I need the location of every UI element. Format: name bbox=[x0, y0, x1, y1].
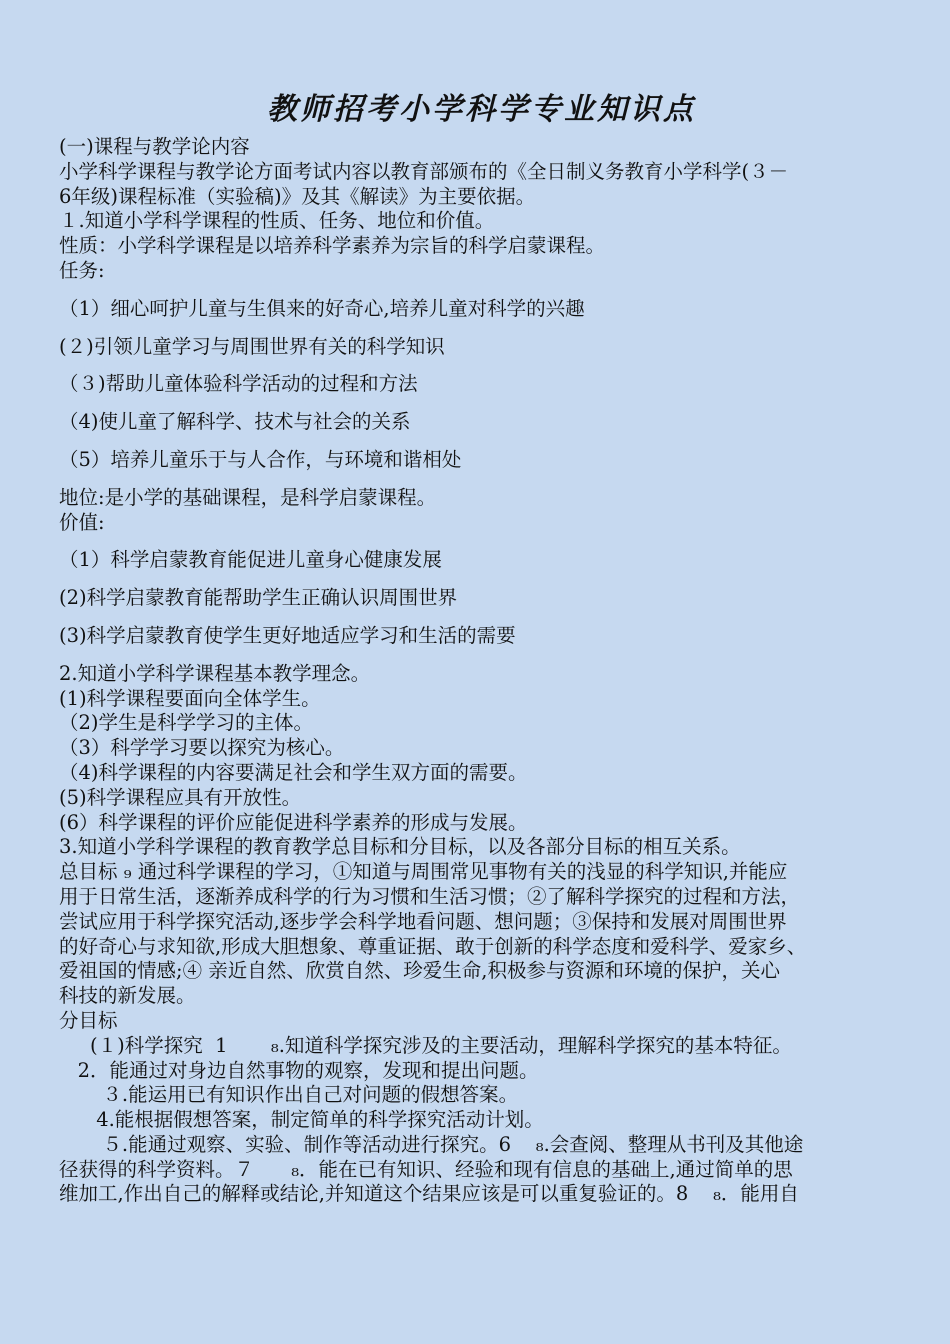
text-line: （4)科学课程的内容要满足社会和学生双方面的需要。 bbox=[59, 760, 528, 784]
text-line: 小学科学课程与教学论方面考试内容以教育部颁布的《全日制义务教育小学科学(３－ bbox=[59, 159, 789, 183]
task-item: （３)帮助儿童体验科学活动的过程和方法 bbox=[59, 372, 418, 396]
text-line: 分目标 bbox=[59, 1008, 118, 1032]
task-item: （5）培养儿童乐于与人合作，与环境和谐相处 bbox=[59, 447, 462, 471]
document-page bbox=[59, 88, 904, 1207]
text-line: 3.知道小学科学课程的教育教学总目标和分目标，以及各部分目标的相互关系。 bbox=[59, 835, 741, 859]
text-line: 的好奇心与求知欲,形成大胆想象、尊重证据、敢于创新的科学态度和爱科学、爱家乡、 bbox=[59, 934, 807, 958]
value-item: （1）科学启蒙教育能促进儿童身心健康发展 bbox=[59, 548, 442, 572]
value-item: (3)科学启蒙教育使学生更好地适应学习和生活的需要 bbox=[59, 623, 516, 647]
text-line: 任务: bbox=[59, 258, 105, 282]
text-line: 尝试应用于科学探究活动,逐步学会科学地看问题、想问题；③保持和发展对周围世界 bbox=[59, 909, 787, 933]
text-line: 2．能通过对身边自然事物的观察，发现和提出问题。 bbox=[59, 1058, 539, 1082]
task-item: (２)引领儿童学习与周围世界有关的科学知识 bbox=[59, 334, 445, 358]
document-title: 教师招考小学科学专业知识点 bbox=[267, 92, 696, 127]
text-line: １.知道小学科学课程的性质、任务、地位和价值。 bbox=[59, 209, 495, 233]
text-line: 科技的新发展。 bbox=[59, 984, 196, 1008]
text-line: 径获得的科学资料。７ ₈．能在已有知识、经验和现有信息的基础上,通过简单的思 bbox=[59, 1157, 793, 1181]
text-line: 性质：小学科学课程是以培养科学素养为宗旨的科学启蒙课程。 bbox=[59, 234, 606, 258]
text-line: (6）科学课程的评价应能促进科学素养的形成与发展。 bbox=[59, 810, 528, 834]
text-line: （3）科学学习要以探究为核心。 bbox=[59, 736, 345, 760]
text-line: 爱祖国的情感;④ 亲近自然、欣赏自然、珍爱生命,积极参与资源和环境的保护，关心 bbox=[59, 959, 780, 983]
task-item: （1）细心呵护儿童与生俱来的好奇心,培养儿童对科学的兴趣 bbox=[59, 296, 585, 320]
text-line: (１)科学探究 1 ₈.知道科学探究涉及的主要活动，理解科学探究的基本特征。 bbox=[59, 1033, 792, 1057]
text-line: 4.能根据假想答案，制定简单的科学探究活动计划。 bbox=[59, 1108, 544, 1132]
text-line: 总目标 ₉ 通过科学课程的学习，①知道与周围常见事物有关的浅显的科学知识,并能应 bbox=[59, 860, 788, 884]
text-line: (1)科学课程要面向全体学生。 bbox=[59, 686, 321, 710]
text-line: 价值: bbox=[59, 510, 105, 534]
section-heading: (一)课程与教学论内容 bbox=[59, 135, 250, 158]
value-item: (2)科学启蒙教育能帮助学生正确认识周围世界 bbox=[59, 586, 458, 610]
text-line: （2)学生是科学学习的主体。 bbox=[59, 711, 314, 735]
text-line: 6年级)课程标准（实验稿)》及其《解读》为主要依据。 bbox=[59, 184, 536, 208]
text-line: 2.知道小学科学课程基本教学理念。 bbox=[59, 661, 371, 685]
task-item: （4)使儿童了解科学、技术与社会的关系 bbox=[59, 410, 411, 434]
text-line: ３.能运用已有知识作出自己对问题的假想答案。 bbox=[59, 1083, 519, 1107]
text-line: 维加工,作出自己的解释或结论,并知道这个结果应该是可以重复验证的。8 ₈．能用自 bbox=[59, 1182, 799, 1206]
text-line: 用于日常生活，逐渐养成科学的行为习惯和生活习惯；②了解科学探究的过程和方法， bbox=[59, 884, 801, 908]
text-line: (5)科学课程应具有开放性。 bbox=[59, 785, 302, 809]
text-line: 地位:是小学的基础课程，是科学启蒙课程。 bbox=[59, 485, 437, 509]
text-line: ５.能通过观察、实验、制作等活动进行探究。6 ₈.会查阅、整理从书刊及其他途 bbox=[59, 1132, 804, 1156]
